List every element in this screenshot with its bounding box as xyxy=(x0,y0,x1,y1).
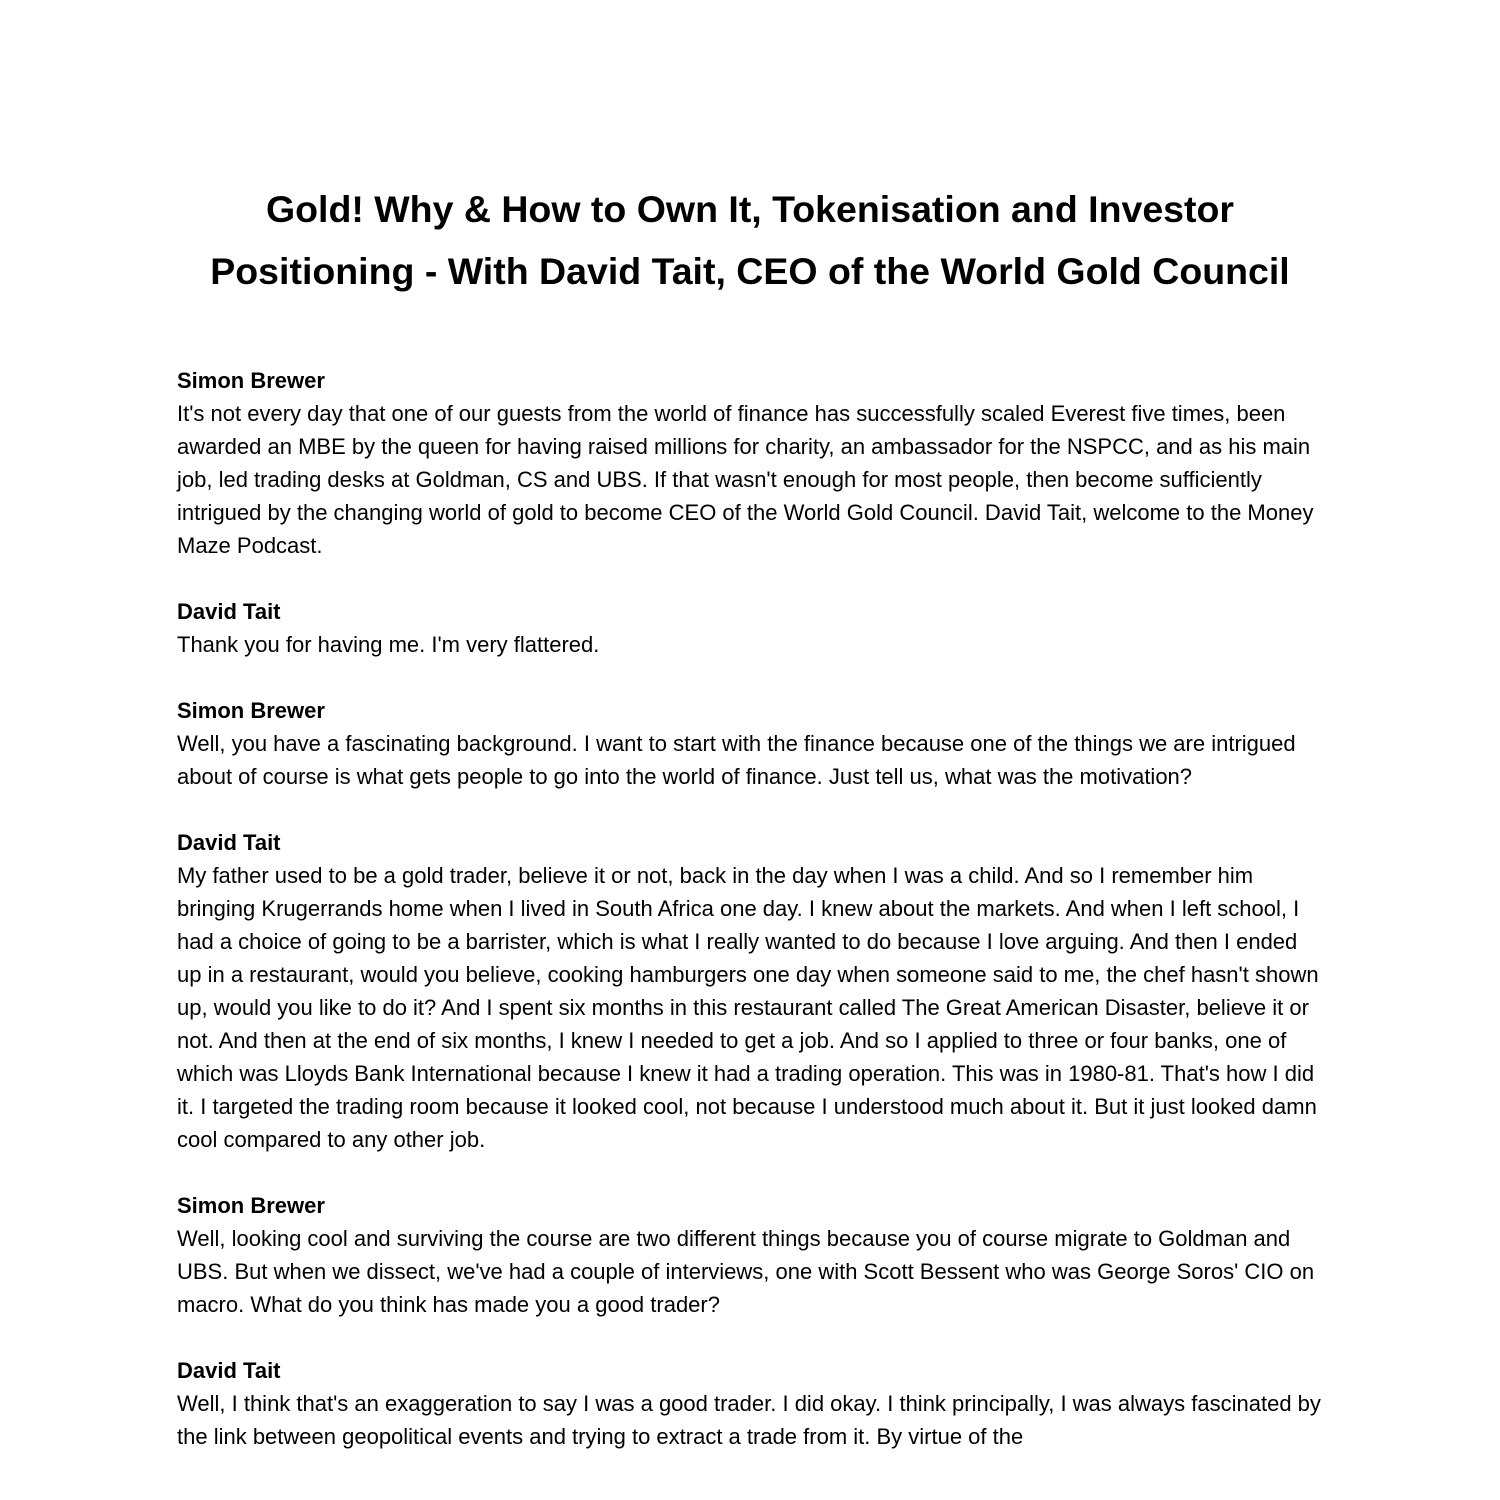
speech-text: Well, I think that's an exaggeration to say I was a good trader. I did okay. I think principally, I was always fascinated by the link between geopolitical events and trying to extract a trade from it. By virtue of the xyxy=(177,1391,1321,1449)
title-line-2: Positioning - With David Tait, CEO of the World Gold Council xyxy=(210,250,1290,292)
speaker-name: David Tait xyxy=(177,830,281,855)
transcript xyxy=(177,364,1327,1486)
transcript-turn xyxy=(177,1354,1327,1453)
speech-text: My father used to be a gold trader, believe it or not, back in the day when I was a child. And so I remember him bringing Krugerrands home when I lived in South Africa one day. I knew about the markets. And when I left school, I had a choice of going to be a barrister, which is what I really wanted to do because I love arguing. And then I ended up in a restaurant, would you believe, cooking hamburgers one day when someone said to me, the chef hasn't shown up, would you like to do it? And I spent six months in this restaurant called The Great American Disaster, believe it or not. And then at the end of six months, I knew I needed to get a job. And so I applied to three or four banks, one of which was Lloyds Bank International because I knew it had a trading operation. This was in 1980-81. That's how I did it. I targeted the trading room because it looked cool, not because I understood much about it. But it just looked damn cool compared to any other job. xyxy=(177,863,1319,1152)
transcript-turn xyxy=(177,364,1327,562)
transcript-turn xyxy=(177,826,1327,1156)
transcript-turn xyxy=(177,694,1327,793)
speech-text: Thank you for having me. I'm very flattered. xyxy=(177,632,600,657)
speech-text: It's not every day that one of our guests from the world of finance has successfully scaled Everest five times, been awarded an MBE by the queen for having raised millions for charity, an ambassador for the NSPCC, and as his main job, led trading desks at Goldman, CS and UBS. If that wasn't enough for most people, then become sufficiently intrigued by the changing world of gold to become CEO of the World Gold Council. David Tait, welcome to the Money Maze Podcast. xyxy=(177,401,1314,558)
speaker-name: Simon Brewer xyxy=(177,698,325,723)
speech-text: Well, looking cool and surviving the course are two different things because you of course migrate to Goldman and UBS. But when we dissect, we've had a couple of interviews, one with Scott Bessent who was George Soros' CIO on macro. What do you think has made you a good trader? xyxy=(177,1226,1315,1317)
page-title xyxy=(150,178,1350,302)
title-line-1: Gold! Why & How to Own It, Tokenisation and Investor xyxy=(265,188,1235,230)
transcript-turn xyxy=(177,1189,1327,1321)
speaker-name: Simon Brewer xyxy=(177,1193,325,1218)
speaker-name: David Tait xyxy=(177,599,281,624)
speech-text: Well, you have a fascinating background. I want to start with the finance because one of the things we are intrigued about of course is what gets people to go into the world of finance. Just tell us, what was the motivation? xyxy=(177,731,1296,789)
speaker-name: David Tait xyxy=(177,1358,281,1383)
speaker-name: Simon Brewer xyxy=(177,368,325,393)
transcript-turn xyxy=(177,595,1327,661)
